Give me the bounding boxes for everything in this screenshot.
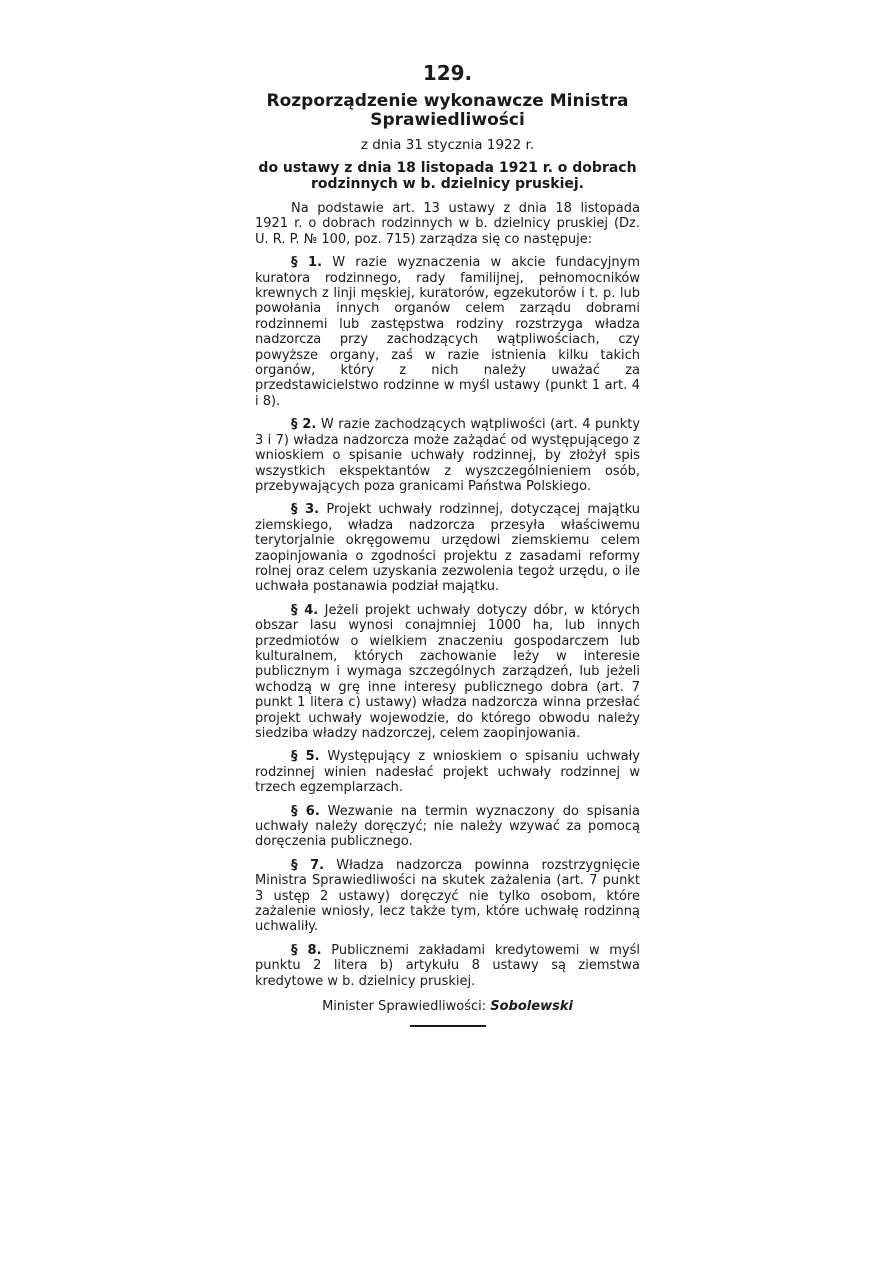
document-subtitle	[255, 160, 640, 192]
section-label: § 1.	[291, 255, 323, 271]
section-text: Jeżeli projekt uchwały dotyczy dóbr, w których obszar lasu wynosi conajmniej 1000 ha, lub innych przedmiotów o wielkiem znaczeniu gospodarczem lub kulturalnem, których zachowanie leży w interesie publicznym i wymaga szczególnych zarządzeń, lub jeżeli wchodzą w grę inne interesy publicznego dobra (art. 7 punkt 1 litera c) ustawy) władza nadzorcza winna przesłać projekt uchwały wojewodzie, do którego obwodu należy siedziba władzy nadzorczej, celem zaopinjowania.	[255, 602, 641, 741]
section-label: § 2.	[291, 417, 317, 433]
document-page	[255, 62, 640, 1027]
section-text: Wezwanie na termin wyznaczony do spisania uchwały należy doręczyć; nie należy wzywać za pomocą doręczenia publicznego.	[255, 803, 640, 850]
section-label: § 5.	[291, 749, 320, 765]
signature-line	[255, 999, 640, 1015]
section-paragraph	[255, 943, 640, 989]
title-line-1: Rozporządzenie wykonawcze Ministra	[266, 91, 629, 111]
section-label: § 6.	[291, 803, 320, 819]
subtitle-line-2: rodzinnych w b. dzielnicy pruskiej.	[311, 176, 584, 192]
signature-name: Sobolewski	[490, 999, 573, 1015]
section-label: § 8.	[291, 942, 322, 958]
section-text: W razie wyznaczenia w akcie fundacyjnym kuratora rodzinnego, rady familijnej, pełnomocników krewnych z linji męskiej, kuratorów, egzekutorów i t. p. lub powołania innych organów celem zarządu dobrami rodzinnemi lub zastępstwa rodziny rozstrzyga władza nadzorcza przy zachodzących wątpliwościach, czy powyższe organy, zaś w razie istnienia kilku takich organów, który z nich należy uważać za przedstawicielstwo rodzinne w myśl ustawy (punkt 1 art. 4 i 8).	[255, 255, 640, 409]
section-text: Projekt uchwały rodzinnej, dotyczącej majątku ziemskiego, władza nadzorcza przesyła właściwemu terytorjalnie okręgowemu urzędowi ziemskiemu celem zaopinjowania o zgodności projektu z zasadami reformy rolnej oraz celem uzyskania zezwolenia tegoż urzędu, o ile uchwała postanawia podział majątku.	[255, 502, 640, 595]
preamble-paragraph: Na podstawie art. 13 ustawy z dnia 18 listopada 1921 r. o dobrach rodzinnych w b. dzielnicy pruskiej (Dz. U. R. P. № 100, poz. 715) zarządza się co następuje:	[255, 201, 640, 247]
document-title	[255, 92, 640, 130]
section-paragraph	[255, 603, 640, 742]
section-text: W razie zachodzących wątpliwości (art. 4 punkty 3 i 7) władza nadzorcza może zażądać od występującego z wnioskiem o spisanie uchwały rodzinnej, by złożył spis wszystkich ekspektantów z wyszczególnieniem osób, przebywających poza granicami Państwa Polskiego.	[255, 417, 641, 494]
section-paragraph	[255, 804, 640, 850]
document-number: 129.	[422, 61, 473, 85]
section-label: § 3.	[291, 502, 320, 518]
section-text: Władza nadzorcza powinna rozstrzygnięcie Ministra Sprawiedliwości na skutek zażalenia (art. 7 punkt 3 ustęp 2 ustawy) doręczyć nie tylko osobom, które zażalenie wniosły, lecz także tym, które uchwałę rodzinną uchwaliły.	[255, 857, 640, 935]
section-paragraph	[255, 255, 640, 409]
section-paragraph	[255, 749, 640, 795]
section-paragraph	[255, 417, 640, 494]
section-paragraph	[255, 858, 640, 935]
section-label: § 7.	[291, 857, 325, 873]
section-label: § 4.	[291, 602, 319, 618]
closing-rule	[410, 1025, 486, 1027]
section-paragraph	[255, 502, 640, 594]
section-text: Występujący z wnioskiem o spisaniu uchwały rodzinnej winien nadesłać projekt uchwały rodzinnej w trzech egzemplarzach.	[255, 749, 640, 796]
subtitle-line-1: do ustawy z dnia 18 listopada 1921 r. o dobrach	[258, 160, 637, 176]
signature-role: Minister Sprawiedliwości:	[322, 999, 487, 1015]
title-line-2: Sprawiedliwości	[370, 110, 525, 130]
section-text: Publicznemi zakładami kredytowemi w myśl punktu 2 litera b) artykułu 8 ustawy są ziemstwa kredytowe w b. dzielnicy pruskiej.	[255, 942, 640, 989]
document-date: z dnia 31 stycznia 1922 r.	[360, 137, 535, 153]
